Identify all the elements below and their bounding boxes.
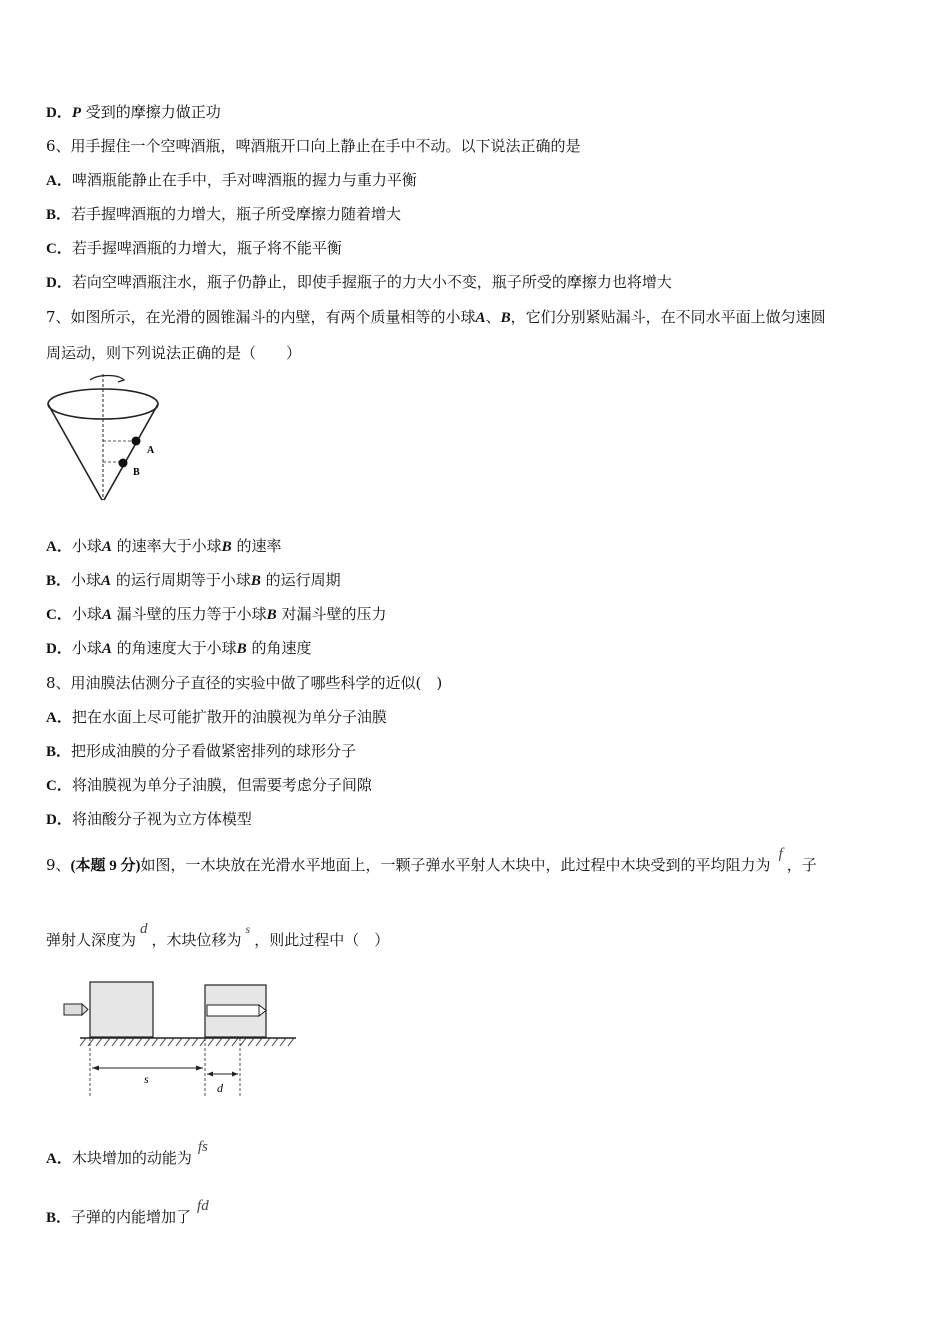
- q6-option-b: [46, 204, 401, 225]
- bullet-initial-tip: [82, 1004, 88, 1015]
- option-text: 若手握啤酒瓶的力增大，瓶子将不能平衡: [71, 239, 342, 257]
- q7-option-d: [46, 638, 311, 659]
- question-8: [46, 673, 442, 693]
- q9-option-b: [46, 1198, 209, 1228]
- var-a: A: [101, 539, 112, 555]
- var-a: A: [101, 607, 112, 623]
- var-f: f: [778, 846, 783, 862]
- dimension-d-arrow-left: [207, 1072, 213, 1077]
- ground-hatch: [80, 1038, 294, 1046]
- var-a: A: [101, 573, 112, 589]
- var-b: B: [500, 310, 511, 326]
- option-text-3: 的运行周期: [265, 571, 341, 589]
- question-number: 9、: [46, 856, 71, 874]
- dimension-s-arrow-right: [196, 1066, 203, 1071]
- var-s: s: [245, 922, 251, 936]
- option-label: B．: [46, 1210, 72, 1226]
- q7-option-a: [46, 536, 281, 557]
- option-text-2: 的角速度大于小球: [116, 639, 237, 657]
- option-label: A．: [46, 710, 72, 726]
- var-b: B: [221, 539, 232, 555]
- question-text-2: ，它们分别紧贴漏斗，在不同水平面上做匀速圆: [510, 308, 826, 326]
- var-a: A: [475, 310, 486, 326]
- option-text: 将油酸分子视为立方体模型: [71, 810, 252, 828]
- option-label: D．: [46, 275, 72, 291]
- expr-fd: fd: [197, 1198, 209, 1214]
- bullet-block-figure: [62, 980, 298, 1100]
- question-text: 7、如图所示，在光滑的圆锥漏斗的内壁，有两个质量相等的小球: [46, 308, 476, 326]
- option-text: 把在水面上尽可能扩散开的油膜视为单分子油膜: [71, 708, 387, 726]
- var-d: d: [140, 921, 148, 937]
- option-text: 子弹的内能增加了: [71, 1208, 192, 1226]
- label-d: d: [217, 1081, 223, 1095]
- question-9-line-2: [46, 921, 390, 951]
- ball-a: [132, 437, 141, 446]
- option-label: C．: [46, 241, 72, 257]
- option-text: 小球: [71, 571, 102, 589]
- option-label: C．: [46, 778, 72, 794]
- option-text: 受到的摩擦力做正功: [85, 103, 221, 121]
- option-text: 若向空啤酒瓶注水，瓶子仍静止，即使手握瓶子的力大小不变，瓶子所受的摩擦力也将增大: [71, 273, 672, 291]
- ball-b-label: B: [133, 467, 140, 478]
- option-text-2: 漏斗壁的压力等于小球: [116, 605, 267, 623]
- option-label: A．: [46, 173, 72, 189]
- option-text-3: 的速率: [236, 537, 282, 555]
- ball-b: [119, 459, 128, 468]
- q6-option-a: [46, 170, 417, 191]
- option-text: 将油膜视为单分子油膜，但需要考虑分子间隙: [71, 776, 372, 794]
- option-label: D．: [46, 641, 72, 657]
- dimension-s-arrow-left: [92, 1066, 99, 1071]
- q7-option-b: [46, 570, 341, 591]
- option-label: B．: [46, 744, 72, 760]
- question-text: 6、用手握住一个空啤酒瓶，啤酒瓶开口向上静止在手中不动。以下说法正确的是: [46, 137, 581, 155]
- var-b: B: [250, 573, 261, 589]
- q6-option-c: [46, 238, 342, 259]
- option-text-3: 对漏斗壁的压力: [281, 605, 387, 623]
- ball-a-label: A: [147, 445, 155, 456]
- question-text-2: ，木块位移为: [151, 931, 242, 949]
- var-b: B: [266, 607, 277, 623]
- question-7: [46, 307, 826, 328]
- option-label: A．: [46, 539, 72, 555]
- option-text: 把形成油膜的分子看做紧密排列的球形分子: [71, 742, 357, 760]
- option-label: C．: [46, 607, 72, 623]
- label-s: s: [144, 1072, 149, 1086]
- q8-option-a: [46, 707, 387, 728]
- option-text: 木块增加的动能为: [71, 1149, 192, 1167]
- option-text: 小球: [71, 537, 102, 555]
- option-text-2: 的运行周期等于小球: [115, 571, 251, 589]
- question-text: 弹射人深度为: [46, 931, 137, 949]
- question-6: [46, 136, 581, 156]
- bullet-embedded: [207, 1005, 259, 1016]
- question-tail: ，子: [786, 856, 817, 874]
- q6-option-d: [46, 272, 672, 293]
- block-initial: [90, 982, 153, 1037]
- option-d-prev: [46, 102, 221, 123]
- cone-funnel-figure: [46, 372, 166, 502]
- expr-fs: fs: [197, 1139, 208, 1155]
- option-text: 若手握啤酒瓶的力增大，瓶子所受摩擦力随着增大: [71, 205, 402, 223]
- option-text: 小球: [71, 639, 102, 657]
- q8-option-d: [46, 809, 252, 830]
- option-label: D．: [46, 105, 72, 121]
- option-label: D．: [46, 812, 72, 828]
- var-b: B: [236, 641, 247, 657]
- question-text: 8、用油膜法估测分子直径的实验中做了哪些科学的近似( ): [46, 674, 443, 692]
- option-label: B．: [46, 573, 72, 589]
- question-text: 周运动，则下列说法正确的是（ ）: [46, 344, 302, 362]
- option-label: A．: [46, 1151, 72, 1167]
- dimension-d-arrow-right: [232, 1072, 238, 1077]
- separator: 、: [485, 308, 501, 326]
- option-text-2: 的速率大于小球: [116, 537, 222, 555]
- option-text: 小球: [71, 605, 102, 623]
- question-9: [46, 846, 817, 876]
- question-7-line-2: [46, 343, 301, 363]
- question-text: 如图，一木块放在光滑水平地面上，一颗子弹水平射人木块中，此过程中木块受到的平均阻力为: [140, 856, 771, 874]
- q8-option-b: [46, 741, 356, 762]
- option-text: 啤酒瓶能静止在手中，手对啤酒瓶的握力与重力平衡: [71, 171, 417, 189]
- var-p: P: [71, 105, 82, 121]
- option-label: B．: [46, 207, 72, 223]
- rotation-arrow: [90, 376, 124, 383]
- bullet-initial: [64, 1004, 82, 1015]
- question-score: (本题 9 分): [70, 858, 141, 874]
- q8-option-c: [46, 775, 372, 796]
- var-a: A: [101, 641, 112, 657]
- question-text-3: ，则此过程中（ ）: [254, 931, 390, 949]
- q9-option-a: [46, 1139, 208, 1169]
- q7-option-c: [46, 604, 386, 625]
- option-text-3: 的角速度: [251, 639, 312, 657]
